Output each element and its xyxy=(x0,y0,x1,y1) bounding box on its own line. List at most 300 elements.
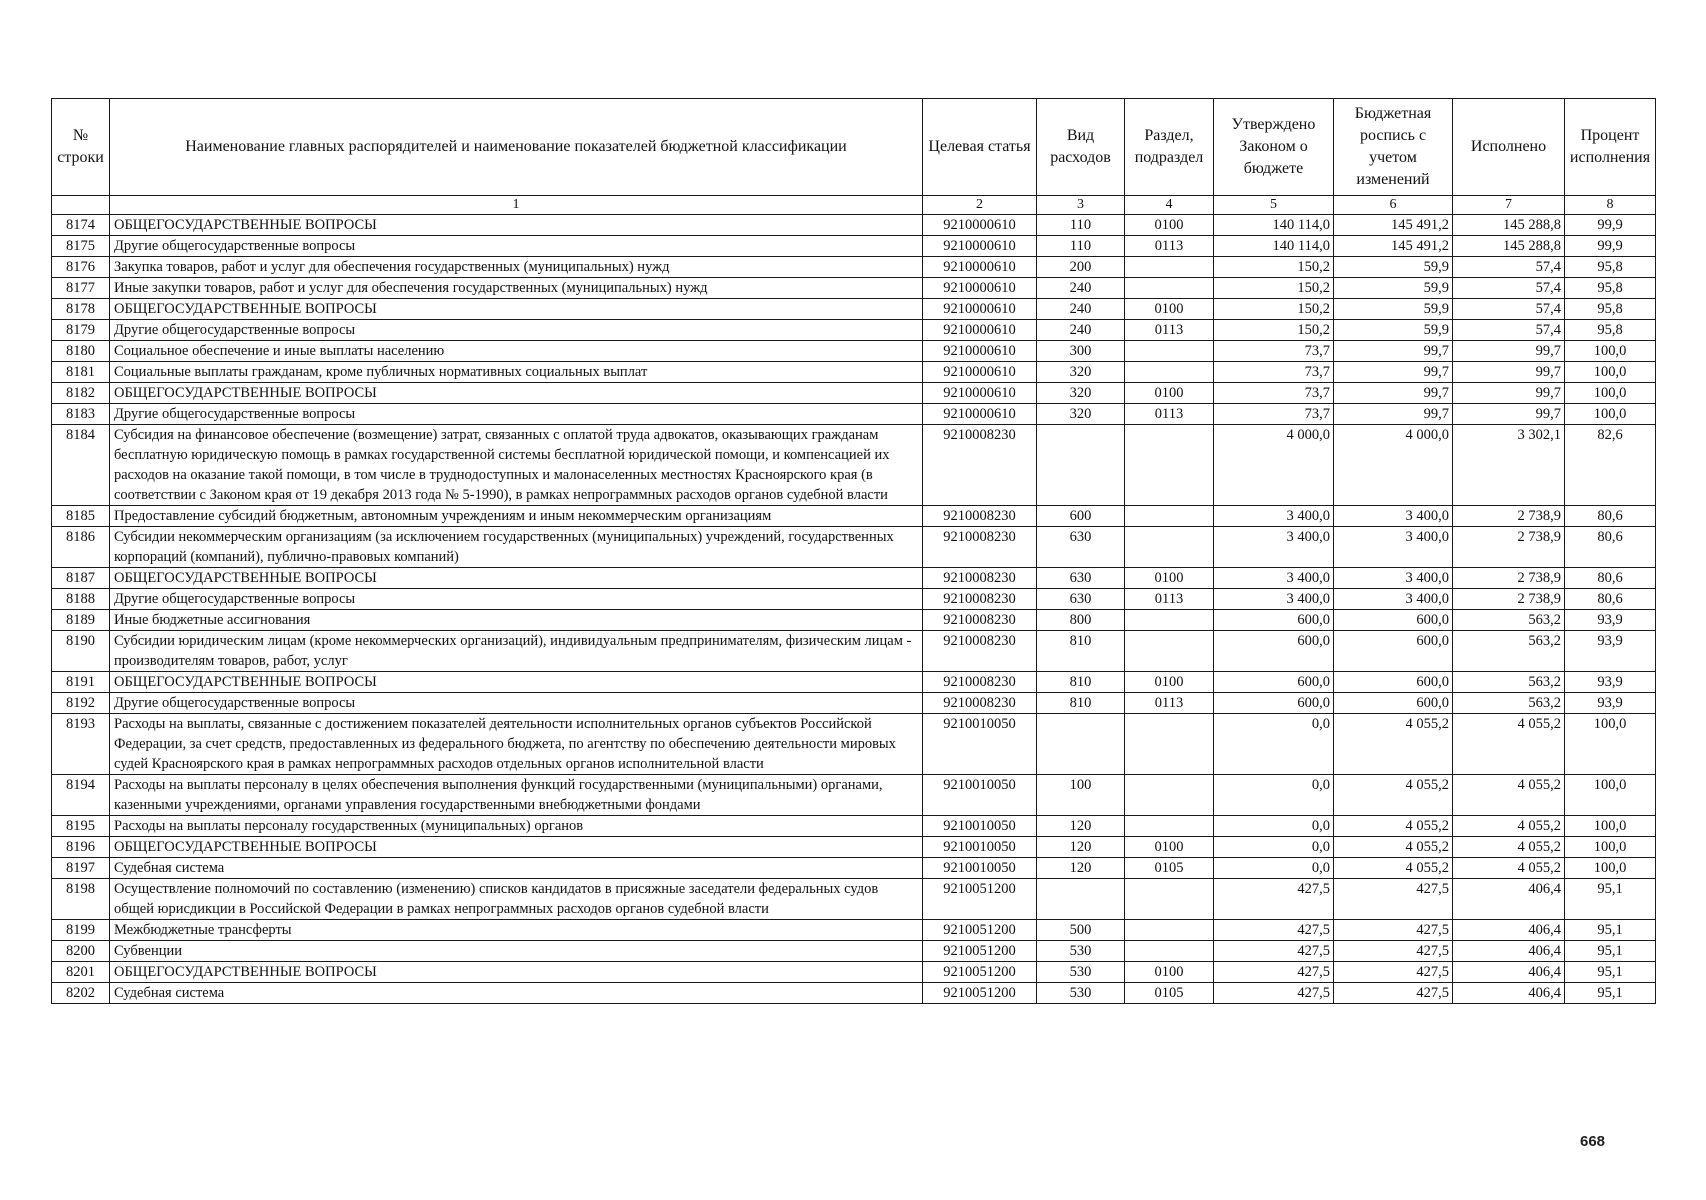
row-expense-type: 240 xyxy=(1037,320,1125,341)
row-name: Другие общегосударственные вопросы xyxy=(110,589,923,610)
row-executed: 2 738,9 xyxy=(1453,568,1565,589)
row-number: 8177 xyxy=(52,278,110,299)
column-number xyxy=(52,196,110,215)
row-budget: 427,5 xyxy=(1334,962,1453,983)
column-number: 8 xyxy=(1565,196,1656,215)
row-section xyxy=(1125,879,1214,920)
row-approved: 427,5 xyxy=(1214,941,1334,962)
row-number: 8191 xyxy=(52,672,110,693)
row-budget: 59,9 xyxy=(1334,320,1453,341)
row-approved: 427,5 xyxy=(1214,962,1334,983)
row-target-code: 9210000610 xyxy=(923,278,1037,299)
row-number: 8188 xyxy=(52,589,110,610)
row-budget: 3 400,0 xyxy=(1334,568,1453,589)
table-body xyxy=(52,215,1656,1004)
row-expense-type: 320 xyxy=(1037,404,1125,425)
row-section xyxy=(1125,631,1214,672)
row-number: 8193 xyxy=(52,714,110,775)
row-approved: 0,0 xyxy=(1214,837,1334,858)
row-target-code: 9210008230 xyxy=(923,693,1037,714)
row-name: Другие общегосударственные вопросы xyxy=(110,320,923,341)
row-target-code: 9210000610 xyxy=(923,215,1037,236)
row-executed: 406,4 xyxy=(1453,879,1565,920)
row-expense-type: 200 xyxy=(1037,257,1125,278)
row-executed: 406,4 xyxy=(1453,983,1565,1004)
table-row xyxy=(52,920,1656,941)
column-number: 3 xyxy=(1037,196,1125,215)
row-budget: 4 055,2 xyxy=(1334,837,1453,858)
row-executed: 145 288,8 xyxy=(1453,215,1565,236)
row-approved: 600,0 xyxy=(1214,693,1334,714)
row-expense-type: 240 xyxy=(1037,299,1125,320)
row-target-code: 9210008230 xyxy=(923,506,1037,527)
row-target-code: 9210010050 xyxy=(923,775,1037,816)
row-target-code: 9210008230 xyxy=(923,672,1037,693)
column-number: 4 xyxy=(1125,196,1214,215)
row-budget: 427,5 xyxy=(1334,941,1453,962)
row-number: 8180 xyxy=(52,341,110,362)
row-executed: 563,2 xyxy=(1453,672,1565,693)
row-expense-type xyxy=(1037,425,1125,506)
row-section: 0100 xyxy=(1125,215,1214,236)
row-percent: 95,8 xyxy=(1565,257,1656,278)
row-executed: 3 302,1 xyxy=(1453,425,1565,506)
row-percent: 100,0 xyxy=(1565,837,1656,858)
row-approved: 600,0 xyxy=(1214,610,1334,631)
row-expense-type: 810 xyxy=(1037,693,1125,714)
table-row xyxy=(52,941,1656,962)
row-percent: 95,1 xyxy=(1565,983,1656,1004)
row-executed: 4 055,2 xyxy=(1453,858,1565,879)
row-section: 0105 xyxy=(1125,858,1214,879)
row-target-code: 9210051200 xyxy=(923,920,1037,941)
row-name: Межбюджетные трансферты xyxy=(110,920,923,941)
table-row xyxy=(52,236,1656,257)
row-section xyxy=(1125,941,1214,962)
table-row xyxy=(52,816,1656,837)
page-number: 668 xyxy=(1580,1133,1606,1150)
row-approved: 150,2 xyxy=(1214,299,1334,320)
row-number: 8176 xyxy=(52,257,110,278)
row-target-code: 9210010050 xyxy=(923,858,1037,879)
row-number: 8179 xyxy=(52,320,110,341)
row-approved: 0,0 xyxy=(1214,858,1334,879)
table-row xyxy=(52,693,1656,714)
row-percent: 100,0 xyxy=(1565,383,1656,404)
table-row xyxy=(52,983,1656,1004)
row-number: 8174 xyxy=(52,215,110,236)
row-approved: 0,0 xyxy=(1214,714,1334,775)
row-target-code: 9210008230 xyxy=(923,631,1037,672)
row-name: Социальное обеспечение и иные выплаты населению xyxy=(110,341,923,362)
row-section: 0113 xyxy=(1125,693,1214,714)
row-executed: 4 055,2 xyxy=(1453,714,1565,775)
row-budget: 59,9 xyxy=(1334,299,1453,320)
row-target-code: 9210051200 xyxy=(923,941,1037,962)
row-name: Осуществление полномочий по составлению (изменению) списков кандидатов в присяжные заседатели федеральных судов общей юрисдикции в Российской Федерации в рамках непрограммных расходов органов судебной власти xyxy=(110,879,923,920)
column-number: 6 xyxy=(1334,196,1453,215)
row-executed: 563,2 xyxy=(1453,693,1565,714)
table-row xyxy=(52,879,1656,920)
row-target-code: 9210010050 xyxy=(923,714,1037,775)
table-row xyxy=(52,362,1656,383)
row-budget: 99,7 xyxy=(1334,341,1453,362)
header-approved: Утверждено Законом о бюджете xyxy=(1214,99,1334,196)
row-target-code: 9210000610 xyxy=(923,257,1037,278)
row-executed: 145 288,8 xyxy=(1453,236,1565,257)
row-section: 0100 xyxy=(1125,299,1214,320)
row-expense-type: 110 xyxy=(1037,215,1125,236)
row-expense-type: 630 xyxy=(1037,589,1125,610)
row-section xyxy=(1125,920,1214,941)
row-approved: 140 114,0 xyxy=(1214,215,1334,236)
row-percent: 95,8 xyxy=(1565,320,1656,341)
row-executed: 57,4 xyxy=(1453,278,1565,299)
row-number: 8182 xyxy=(52,383,110,404)
row-section: 0113 xyxy=(1125,236,1214,257)
row-percent: 95,8 xyxy=(1565,278,1656,299)
row-section xyxy=(1125,425,1214,506)
row-executed: 406,4 xyxy=(1453,920,1565,941)
row-target-code: 9210008230 xyxy=(923,568,1037,589)
row-number: 8192 xyxy=(52,693,110,714)
row-percent: 100,0 xyxy=(1565,858,1656,879)
table-row xyxy=(52,320,1656,341)
row-name: Субсидия на финансовое обеспечение (возмещение) затрат, связанных с оплатой труда адвокатов, оказывающих гражданам бесплатную юридическую помощь в рамках государственной системы бесплатной юридической помощи, и компенсацией их расходов на оказание такой помощи, в том числе в труднодоступных и малонаселенных местностях Красноярского края (в соответствии с Законом края от 19 декабря 2013 года № 5-1990), в рамках непрограммных расходов органов судебной власти xyxy=(110,425,923,506)
row-number: 8189 xyxy=(52,610,110,631)
row-percent: 100,0 xyxy=(1565,816,1656,837)
column-number-row xyxy=(52,196,1656,215)
row-executed: 4 055,2 xyxy=(1453,816,1565,837)
row-executed: 2 738,9 xyxy=(1453,527,1565,568)
budget-table xyxy=(51,98,1656,1004)
row-percent: 80,6 xyxy=(1565,506,1656,527)
row-target-code: 9210051200 xyxy=(923,879,1037,920)
row-percent: 93,9 xyxy=(1565,610,1656,631)
row-percent: 93,9 xyxy=(1565,631,1656,672)
row-name: Судебная система xyxy=(110,983,923,1004)
row-name: ОБЩЕГОСУДАРСТВЕННЫЕ ВОПРОСЫ xyxy=(110,383,923,404)
table-row xyxy=(52,341,1656,362)
row-percent: 80,6 xyxy=(1565,527,1656,568)
row-target-code: 9210010050 xyxy=(923,837,1037,858)
row-target-code: 9210010050 xyxy=(923,816,1037,837)
row-target-code: 9210000610 xyxy=(923,299,1037,320)
row-section: 0100 xyxy=(1125,383,1214,404)
row-budget: 600,0 xyxy=(1334,672,1453,693)
row-section xyxy=(1125,278,1214,299)
row-approved: 0,0 xyxy=(1214,775,1334,816)
row-number: 8202 xyxy=(52,983,110,1004)
row-percent: 95,1 xyxy=(1565,920,1656,941)
row-name: Субвенции xyxy=(110,941,923,962)
row-approved: 73,7 xyxy=(1214,362,1334,383)
row-name: Другие общегосударственные вопросы xyxy=(110,693,923,714)
row-target-code: 9210000610 xyxy=(923,383,1037,404)
row-number: 8195 xyxy=(52,816,110,837)
row-budget: 427,5 xyxy=(1334,983,1453,1004)
row-percent: 82,6 xyxy=(1565,425,1656,506)
row-expense-type xyxy=(1037,879,1125,920)
row-section xyxy=(1125,362,1214,383)
row-budget: 59,9 xyxy=(1334,278,1453,299)
row-number: 8178 xyxy=(52,299,110,320)
row-number: 8185 xyxy=(52,506,110,527)
row-section xyxy=(1125,714,1214,775)
row-name: Судебная система xyxy=(110,858,923,879)
row-percent: 100,0 xyxy=(1565,404,1656,425)
row-budget: 4 055,2 xyxy=(1334,775,1453,816)
header-executed: Исполнено xyxy=(1453,99,1565,196)
row-budget: 4 055,2 xyxy=(1334,816,1453,837)
table-row xyxy=(52,714,1656,775)
row-section xyxy=(1125,775,1214,816)
table-row xyxy=(52,527,1656,568)
row-percent: 99,9 xyxy=(1565,236,1656,257)
row-approved: 3 400,0 xyxy=(1214,568,1334,589)
row-budget: 3 400,0 xyxy=(1334,527,1453,568)
row-approved: 73,7 xyxy=(1214,404,1334,425)
header-vid: Вид расходов xyxy=(1037,99,1125,196)
row-number: 8199 xyxy=(52,920,110,941)
row-percent: 95,1 xyxy=(1565,962,1656,983)
row-executed: 2 738,9 xyxy=(1453,506,1565,527)
row-number: 8198 xyxy=(52,879,110,920)
table-row xyxy=(52,775,1656,816)
row-target-code: 9210000610 xyxy=(923,362,1037,383)
row-percent: 93,9 xyxy=(1565,693,1656,714)
row-budget: 4 055,2 xyxy=(1334,858,1453,879)
row-number: 8183 xyxy=(52,404,110,425)
row-name: Другие общегосударственные вопросы xyxy=(110,236,923,257)
row-percent: 95,8 xyxy=(1565,299,1656,320)
row-number: 8184 xyxy=(52,425,110,506)
row-expense-type: 600 xyxy=(1037,506,1125,527)
row-name: Предоставление субсидий бюджетным, автономным учреждениям и иным некоммерческим организациям xyxy=(110,506,923,527)
row-approved: 600,0 xyxy=(1214,631,1334,672)
row-approved: 150,2 xyxy=(1214,320,1334,341)
row-target-code: 9210000610 xyxy=(923,341,1037,362)
row-expense-type: 320 xyxy=(1037,362,1125,383)
row-expense-type: 110 xyxy=(1037,236,1125,257)
row-budget: 3 400,0 xyxy=(1334,506,1453,527)
row-section: 0113 xyxy=(1125,589,1214,610)
row-number: 8181 xyxy=(52,362,110,383)
row-section: 0100 xyxy=(1125,672,1214,693)
table-row xyxy=(52,837,1656,858)
row-executed: 4 055,2 xyxy=(1453,837,1565,858)
row-executed: 406,4 xyxy=(1453,941,1565,962)
row-executed: 2 738,9 xyxy=(1453,589,1565,610)
row-section: 0113 xyxy=(1125,404,1214,425)
row-number: 8196 xyxy=(52,837,110,858)
row-section: 0100 xyxy=(1125,837,1214,858)
row-section xyxy=(1125,341,1214,362)
row-executed: 57,4 xyxy=(1453,320,1565,341)
row-name: ОБЩЕГОСУДАРСТВЕННЫЕ ВОПРОСЫ xyxy=(110,299,923,320)
row-expense-type: 240 xyxy=(1037,278,1125,299)
row-expense-type: 530 xyxy=(1037,941,1125,962)
table-row xyxy=(52,425,1656,506)
row-name: ОБЩЕГОСУДАРСТВЕННЫЕ ВОПРОСЫ xyxy=(110,568,923,589)
row-number: 8201 xyxy=(52,962,110,983)
row-target-code: 9210008230 xyxy=(923,425,1037,506)
row-target-code: 9210008230 xyxy=(923,610,1037,631)
row-section xyxy=(1125,816,1214,837)
row-expense-type: 800 xyxy=(1037,610,1125,631)
row-section xyxy=(1125,527,1214,568)
row-name: Иные бюджетные ассигнования xyxy=(110,610,923,631)
row-executed: 57,4 xyxy=(1453,257,1565,278)
row-name: Субсидии некоммерческим организациям (за исключением государственных (муниципальных) учреждений, государственных корпораций (компаний), публично-правовых компаний) xyxy=(110,527,923,568)
row-name: Закупка товаров, работ и услуг для обеспечения государственных (муниципальных) нужд xyxy=(110,257,923,278)
table-row xyxy=(52,215,1656,236)
row-approved: 73,7 xyxy=(1214,383,1334,404)
table-row xyxy=(52,672,1656,693)
row-name: Субсидии юридическим лицам (кроме некоммерческих организаций), индивидуальным предпринимателям, физическим лицам - производителям товаров, работ, услуг xyxy=(110,631,923,672)
row-number: 8186 xyxy=(52,527,110,568)
table-row xyxy=(52,631,1656,672)
row-approved: 600,0 xyxy=(1214,672,1334,693)
row-number: 8190 xyxy=(52,631,110,672)
table-row xyxy=(52,257,1656,278)
column-number: 5 xyxy=(1214,196,1334,215)
row-target-code: 9210000610 xyxy=(923,404,1037,425)
row-approved: 73,7 xyxy=(1214,341,1334,362)
row-expense-type: 630 xyxy=(1037,568,1125,589)
row-budget: 59,9 xyxy=(1334,257,1453,278)
row-executed: 99,7 xyxy=(1453,383,1565,404)
row-budget: 145 491,2 xyxy=(1334,236,1453,257)
row-expense-type: 810 xyxy=(1037,672,1125,693)
row-expense-type xyxy=(1037,714,1125,775)
row-approved: 140 114,0 xyxy=(1214,236,1334,257)
column-number: 1 xyxy=(110,196,923,215)
row-budget: 427,5 xyxy=(1334,920,1453,941)
row-expense-type: 300 xyxy=(1037,341,1125,362)
row-budget: 427,5 xyxy=(1334,879,1453,920)
row-target-code: 9210051200 xyxy=(923,962,1037,983)
row-expense-type: 320 xyxy=(1037,383,1125,404)
row-expense-type: 810 xyxy=(1037,631,1125,672)
row-percent: 99,9 xyxy=(1565,215,1656,236)
row-approved: 427,5 xyxy=(1214,920,1334,941)
row-approved: 4 000,0 xyxy=(1214,425,1334,506)
row-budget: 99,7 xyxy=(1334,404,1453,425)
row-expense-type: 120 xyxy=(1037,837,1125,858)
row-budget: 99,7 xyxy=(1334,383,1453,404)
row-executed: 4 055,2 xyxy=(1453,775,1565,816)
row-executed: 406,4 xyxy=(1453,962,1565,983)
table-row xyxy=(52,506,1656,527)
row-target-code: 9210051200 xyxy=(923,983,1037,1004)
table-row xyxy=(52,962,1656,983)
row-approved: 3 400,0 xyxy=(1214,589,1334,610)
row-number: 8197 xyxy=(52,858,110,879)
row-name: Расходы на выплаты, связанные с достижением показателей деятельности исполнительных органов субъектов Российской Федерации, за счет средств, предоставленных из федерального бюджета, по агентству по обеспечению деятельности мировых судей Красноярского края в рамках непрограммных расходов отдельных органов исполнительной власти xyxy=(110,714,923,775)
row-name: Другие общегосударственные вопросы xyxy=(110,404,923,425)
table-row xyxy=(52,404,1656,425)
row-approved: 427,5 xyxy=(1214,879,1334,920)
table-row xyxy=(52,589,1656,610)
row-budget: 99,7 xyxy=(1334,362,1453,383)
row-name: ОБЩЕГОСУДАРСТВЕННЫЕ ВОПРОСЫ xyxy=(110,837,923,858)
row-executed: 99,7 xyxy=(1453,341,1565,362)
row-section: 0113 xyxy=(1125,320,1214,341)
row-approved: 150,2 xyxy=(1214,278,1334,299)
table-row xyxy=(52,383,1656,404)
row-executed: 99,7 xyxy=(1453,404,1565,425)
table-row xyxy=(52,610,1656,631)
row-executed: 99,7 xyxy=(1453,362,1565,383)
row-expense-type: 120 xyxy=(1037,816,1125,837)
row-number: 8194 xyxy=(52,775,110,816)
row-percent: 95,1 xyxy=(1565,941,1656,962)
header-percent: Процент исполнения xyxy=(1565,99,1656,196)
row-number: 8187 xyxy=(52,568,110,589)
row-expense-type: 100 xyxy=(1037,775,1125,816)
row-expense-type: 530 xyxy=(1037,962,1125,983)
row-percent: 93,9 xyxy=(1565,672,1656,693)
column-number: 7 xyxy=(1453,196,1565,215)
row-percent: 80,6 xyxy=(1565,589,1656,610)
row-percent: 100,0 xyxy=(1565,714,1656,775)
row-percent: 100,0 xyxy=(1565,341,1656,362)
row-expense-type: 530 xyxy=(1037,983,1125,1004)
row-budget: 600,0 xyxy=(1334,610,1453,631)
row-expense-type: 630 xyxy=(1037,527,1125,568)
column-number: 2 xyxy=(923,196,1037,215)
row-executed: 563,2 xyxy=(1453,610,1565,631)
row-approved: 3 400,0 xyxy=(1214,527,1334,568)
header-budget: Бюджетная роспись с учетом изменений xyxy=(1334,99,1453,196)
row-budget: 600,0 xyxy=(1334,693,1453,714)
row-budget: 600,0 xyxy=(1334,631,1453,672)
table-row xyxy=(52,858,1656,879)
row-percent: 100,0 xyxy=(1565,775,1656,816)
row-name: ОБЩЕГОСУДАРСТВЕННЫЕ ВОПРОСЫ xyxy=(110,962,923,983)
row-name: Иные закупки товаров, работ и услуг для обеспечения государственных (муниципальных) нужд xyxy=(110,278,923,299)
row-approved: 427,5 xyxy=(1214,983,1334,1004)
row-section xyxy=(1125,257,1214,278)
row-section xyxy=(1125,506,1214,527)
row-target-code: 9210000610 xyxy=(923,236,1037,257)
header-row xyxy=(52,99,1656,196)
header-code: Целевая статья xyxy=(923,99,1037,196)
row-executed: 57,4 xyxy=(1453,299,1565,320)
row-name: ОБЩЕГОСУДАРСТВЕННЫЕ ВОПРОСЫ xyxy=(110,215,923,236)
row-target-code: 9210000610 xyxy=(923,320,1037,341)
row-executed: 563,2 xyxy=(1453,631,1565,672)
header-name: Наименование главных распорядителей и наименование показателей бюджетной классификации xyxy=(110,99,923,196)
header-razdel: Раздел, подраздел xyxy=(1125,99,1214,196)
row-percent: 95,1 xyxy=(1565,879,1656,920)
header-no: № строки xyxy=(52,99,110,196)
row-expense-type: 120 xyxy=(1037,858,1125,879)
row-budget: 4 000,0 xyxy=(1334,425,1453,506)
table-row xyxy=(52,278,1656,299)
row-section: 0105 xyxy=(1125,983,1214,1004)
row-section: 0100 xyxy=(1125,568,1214,589)
row-section: 0100 xyxy=(1125,962,1214,983)
table-row xyxy=(52,568,1656,589)
row-target-code: 9210008230 xyxy=(923,527,1037,568)
row-target-code: 9210008230 xyxy=(923,589,1037,610)
row-number: 8200 xyxy=(52,941,110,962)
row-percent: 100,0 xyxy=(1565,362,1656,383)
row-name: ОБЩЕГОСУДАРСТВЕННЫЕ ВОПРОСЫ xyxy=(110,672,923,693)
row-number: 8175 xyxy=(52,236,110,257)
